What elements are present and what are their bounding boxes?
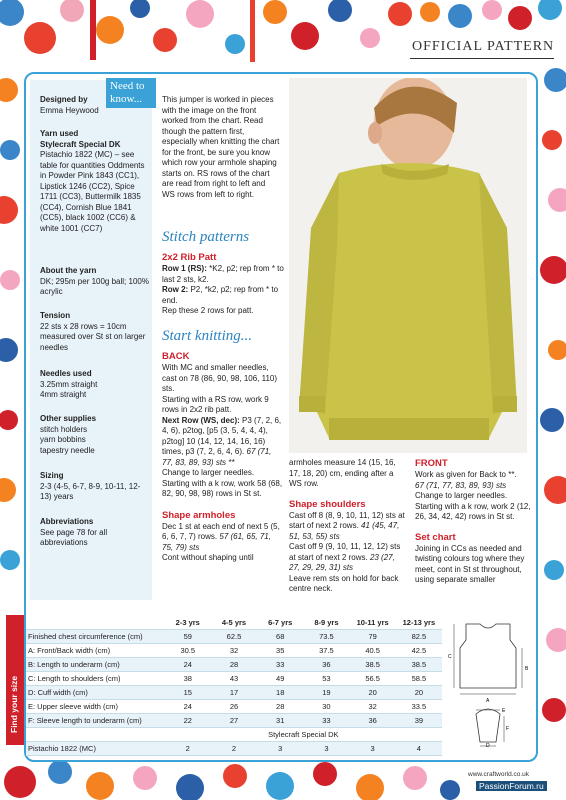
stitch-patterns-heading: Stitch patterns [162,229,250,245]
table-header-row [26,616,442,630]
schematic-label-f: F [506,726,510,732]
header-rule [410,58,554,59]
designed-by-block [40,95,150,116]
supplies-block [40,414,150,456]
cell: 73.5 [303,630,349,644]
set-chart-text: Joining in CCs as needed and twisting colours tog where they meet, cont in St st throughout, using separate smaller [415,543,525,584]
shoulders-p3: Leave rem sts on hold for back centre neck. [289,573,399,593]
row1-text: *K2, p2; rep from * to last 2 sts, k2. [162,264,284,284]
about-yarn-block [40,266,150,298]
cell: 28 [211,658,257,672]
decorative-right-border [534,60,566,760]
intro-text: This jumper is worked in pieces with the image on the front worked from the chart. Read though the pattern first, especially when knitting the chart for the front, be sure you know which row your armhole shaping starts on. RS rows of the chart are read from right to left and WS rows from left to right. [162,95,280,199]
front-section [415,458,531,586]
table-header-blank [26,616,165,630]
cell: 15 [165,686,211,700]
sizing-block [40,471,150,503]
supplies-2: yarn bobbins [40,435,86,444]
table-header: 12-13 yrs [396,616,442,630]
sizing-text: 2-3 (4-5, 6-7, 8-9, 10-11, 12-13) years [40,481,141,501]
cell: 79 [350,630,396,644]
cell: 17 [211,686,257,700]
schematic-label-d: D [486,743,490,748]
yarn-used-name: Stylecraft Special DK [40,139,121,149]
rib-heading: 2x2 Rib Patt [162,252,217,263]
designer-name: Emma Heywood [40,105,99,115]
cell: 30 [303,700,349,714]
footer-watermark: PassionForum.ru [476,781,547,791]
armholes-continued: armholes measure 14 (15, 16, 17, 18, 20) cm, ending after a WS row. [289,458,396,488]
abbreviations-label: Abbreviations [40,517,94,526]
yarn-header-blank [26,728,165,742]
row-label: D: Cuff width (cm) [26,686,165,700]
back-heading: BACK [162,351,190,362]
cell: 35 [257,644,303,658]
sweater-photo [289,78,527,453]
cell: 43 [211,672,257,686]
row1 [162,264,284,285]
row-label: Finished chest circumference (cm) [26,630,165,644]
needles-text-1: 3.25mm straight [40,379,98,389]
start-knitting-section [162,327,284,564]
row-label: B: Length to underarm (cm) [26,658,165,672]
armholes-heading: Shape armholes [162,509,236,521]
back-p4: Starting with a k row, work 58 (68, 82, 90, 98, 98) rows in St st. [162,478,283,498]
front-p1: Work as given for Back to **. [415,470,517,479]
row-label: C: Length to shoulders (cm) [26,672,165,686]
cell: 40.5 [350,644,396,658]
row2 [162,285,284,306]
row2-label: Row 2: [162,285,189,294]
cell: 68 [257,630,303,644]
schematic-label-e: E [502,708,506,714]
cell: 4 [396,742,442,756]
start-knitting-heading: Start knitting... [162,328,252,344]
about-yarn-label: About the yarn [40,266,97,275]
table-header: 8-9 yrs [303,616,349,630]
need-to-know-tab: Need to know... [106,78,156,108]
cell: 31 [257,714,303,728]
size-table [26,616,442,756]
cell: 33 [303,714,349,728]
cell: 38 [165,672,211,686]
shoulders-section [289,458,407,595]
cell: 24 [165,658,211,672]
row-label: E: Upper sleeve width (cm) [26,700,165,714]
back-p1: With MC and smaller needles, cast on 78 (86, 90, 98, 106, 110) sts. [162,363,278,393]
table-header: 2-3 yrs [165,616,211,630]
next-row-result: 67 (71, 77, 83, 89, 93) sts ** [162,447,272,467]
supplies-3: tapestry needle [40,445,95,455]
yarn-used-text: Pistachio 1822 (MC) – see table for quantities Oddments in Powder Pink 1843 (CC1), Lipstick 1246 (CC2), Spice 1711 (CC3), Buttermilk 1835 (CC4), Cornish Blue 1841 (CC5), black 1002 (CC6) & white 1001 (CC7) [40,150,145,233]
repeat-text: Rep these 2 rows for patt. [162,306,254,315]
stitch-patterns-section [162,228,284,317]
yarn-used-block [40,129,150,234]
yarn-header-row [26,728,442,742]
shoulders-heading: Shape shoulders [289,498,366,510]
yarn-header: Stylecraft Special DK [165,728,442,742]
cell: 27 [211,714,257,728]
yarn-used-label: Yarn used [40,129,79,138]
yarn-row-label: Pistachio 1822 (MC) [26,742,165,756]
find-your-size-tab [6,615,24,745]
abbreviations-text: See page 78 for all abbreviations [40,527,108,547]
supplies-label: Other supplies [40,414,97,423]
cell: 3 [303,742,349,756]
table-header: 6-7 yrs [257,616,303,630]
cell: 24 [165,700,211,714]
cell: 38.5 [350,658,396,672]
cell: 33.5 [396,700,442,714]
shoulders-p2 [289,542,407,574]
front-p1-result: 67 (71, 77, 83, 89, 93) sts [415,480,507,490]
cell: 3 [257,742,303,756]
back-p2: Starting with a RS row, work 9 rows in 2x2 rib patt. [162,394,269,414]
cell: 53 [303,672,349,686]
armholes-result: 57 (61, 65, 71, 75, 79) sts [162,532,271,552]
designed-by-label: Designed by [40,95,88,104]
tension-text: 22 sts x 28 rows = 10cm measured over St st on larger needles [40,321,146,352]
abbreviations-block [40,517,150,549]
cell: 58.5 [396,672,442,686]
shoulders-p1-text: Cast off 8 (8, 9, 10, 11, 12) sts at start of next 2 rows. [289,510,405,530]
cell: 38.5 [396,658,442,672]
cell: 49 [257,672,303,686]
table-row [26,700,442,714]
cell: 32 [350,700,396,714]
next-row-text: P3 (7, 2, 6, 4, 6), p2tog, [p5 (3, 5, 4, 4, 4), p2tog] 10 (14, 12, 14, 16, 16) times, p3 (7, 2, 6, 4, 6). [162,415,282,456]
about-yarn-text: DK; 295m per 100g ball; 100% acrylic [40,276,149,296]
cell: 18 [257,686,303,700]
needles-text-2: 4mm straight [40,390,87,399]
cell: 3 [350,742,396,756]
next-row [162,416,284,469]
front-heading: FRONT [415,458,448,469]
shoulders-p2-result: 23 (27, 27, 29, 29, 31) sts [289,552,395,572]
table-header: 4-5 yrs [211,616,257,630]
page-title: OFFICIAL PATTERN [412,39,555,54]
table-header: 10-11 yrs [350,616,396,630]
armholes-instr: Dec 1 st at each end of next 5 (5, 6, 6, 7, 7) rows. [162,521,280,541]
supplies-1: stitch holders [40,424,88,434]
cell: 59 [165,630,211,644]
shoulders-p1-result: 41 (45, 47, 51, 53, 55) sts [289,521,400,541]
cell: 2 [165,742,211,756]
schematic-label-b: B [525,666,529,672]
garment-schematic [446,618,530,748]
schematic-label-a: A [486,698,490,704]
front-p3: Starting with a k row, work 2 (12, 26, 34, 42, 42) rows in St st. [415,501,531,521]
shoulders-p1 [289,511,407,543]
cell: 36 [350,714,396,728]
cell: 28 [257,700,303,714]
front-p2: Change to larger needles. [415,491,508,500]
armholes-cont: Cont without shaping until [162,553,254,562]
tension-block [40,311,150,353]
table-row [26,644,442,658]
table-row [26,658,442,672]
cell: 62.5 [211,630,257,644]
table-row [26,686,442,700]
table-row [26,672,442,686]
shoulders-p2-text: Cast off 9 (9, 10, 11, 12, 12) sts at start of next 2 rows. [289,542,401,562]
cell: 36 [303,658,349,672]
cell: 20 [396,686,442,700]
row1-label: Row 1 (RS): [162,264,207,273]
row-label: F: Sleeve length to underarm (cm) [26,714,165,728]
cell: 33 [257,658,303,672]
next-row-label: Next Row (WS, dec): [162,415,240,425]
needles-label: Needles used [40,369,92,378]
cell: 19 [303,686,349,700]
tension-label: Tension [40,311,71,320]
sizing-label: Sizing [40,471,64,480]
find-your-size-label: Find your size [9,675,19,733]
cell: 30.5 [165,644,211,658]
armholes-text [162,522,284,554]
cell: 56.5 [350,672,396,686]
set-chart-heading: Set chart [415,531,456,543]
back-p3: Change to larger needles. [162,468,255,477]
schematic-label-c: C [448,654,452,660]
needles-block [40,369,150,401]
cell: 32 [211,644,257,658]
cell: 39 [396,714,442,728]
cell: 22 [165,714,211,728]
yarn-row [26,742,442,756]
footer-url[interactable]: www.craftworld.co.uk [468,771,530,778]
row2-text: P2, *k2, p2; rep from * to end. [162,285,279,305]
table-row [26,714,442,728]
cell: 37.5 [303,644,349,658]
cell: 2 [211,742,257,756]
cell: 42.5 [396,644,442,658]
cell: 26 [211,700,257,714]
table-row [26,630,442,644]
row-label: A: Front/Back width (cm) [26,644,165,658]
cell: 20 [350,686,396,700]
cell: 82.5 [396,630,442,644]
